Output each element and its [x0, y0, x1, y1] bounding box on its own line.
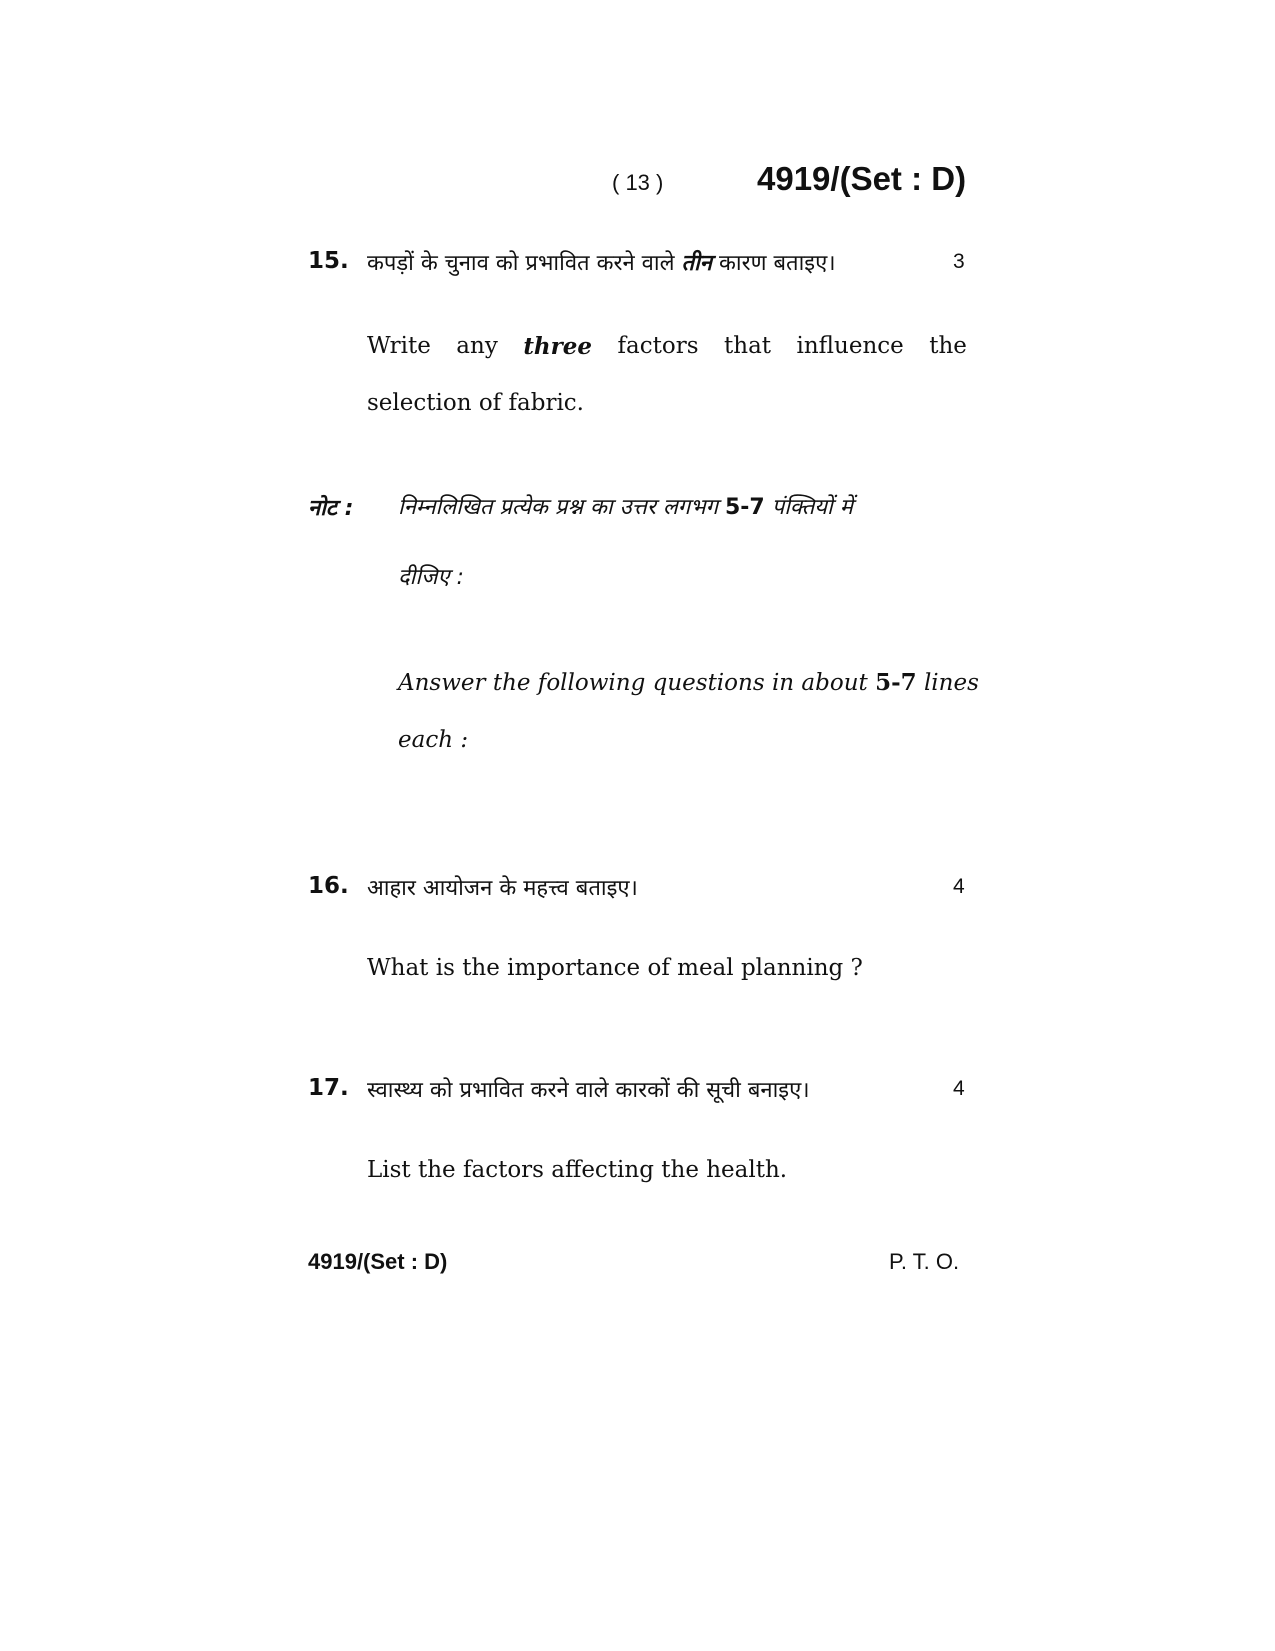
- question-15-hindi-emphasis: तीन: [681, 251, 712, 276]
- question-17-english: List the factors affecting the health.: [367, 1157, 788, 1183]
- paper-code-header: 4919/(Set : D): [757, 160, 967, 197]
- question-16-marks: 4: [953, 875, 965, 898]
- question-15-number: 15.: [308, 248, 349, 274]
- note-english-line-2: each :: [398, 727, 469, 753]
- question-17-number: 17.: [308, 1075, 349, 1101]
- note-hindi-line-1-bold: 5-7: [724, 495, 765, 520]
- question-15-english-line-2: selection of fabric.: [367, 390, 584, 416]
- note-hindi-line-1-before: निम्नलिखित प्रत्येक प्रश्न का उत्तर लगभग: [398, 495, 718, 520]
- note-label: नोट :: [308, 496, 354, 521]
- question-17-marks: 4: [953, 1077, 965, 1100]
- question-16-number: 16.: [308, 873, 349, 899]
- question-17-hindi: स्वास्थ्य को प्रभावित करने वाले कारकों की सूची बनाइए।: [367, 1078, 810, 1103]
- paper-code-footer: 4919/(Set : D): [308, 1249, 448, 1274]
- question-16-english: What is the importance of meal planning ?: [367, 955, 863, 981]
- word: that: [724, 333, 772, 359]
- note-english-line-1-before: Answer the following questions in about: [398, 670, 868, 696]
- word: influence: [796, 333, 904, 359]
- question-15-hindi-after: कारण बताइए।: [718, 251, 836, 276]
- page-number: ( 13 ): [612, 170, 664, 195]
- note-hindi-line-1-after: पंक्तियों में: [771, 495, 853, 520]
- word-emphasis: three: [523, 333, 593, 360]
- word: any: [456, 333, 498, 359]
- pto-label: P. T. O.: [889, 1249, 960, 1274]
- note-english-line-1: [398, 669, 979, 696]
- question-15-hindi: [367, 247, 836, 277]
- question-15-marks: 3: [953, 250, 965, 273]
- word: the: [929, 333, 967, 359]
- note-english-line-1-after: lines: [923, 670, 979, 696]
- word: Write: [367, 333, 431, 359]
- note-hindi-line-1: [398, 491, 853, 521]
- question-15-english-line-1: [367, 333, 967, 360]
- question-16-hindi: आहार आयोजन के महत्त्व बताइए।: [367, 876, 638, 901]
- note-hindi-line-2: दीजिए :: [398, 565, 464, 590]
- question-15-hindi-before: कपड़ों के चुनाव को प्रभावित करने वाले: [367, 251, 675, 276]
- word: factors: [617, 333, 699, 359]
- note-english-line-1-bold: 5-7: [875, 669, 917, 696]
